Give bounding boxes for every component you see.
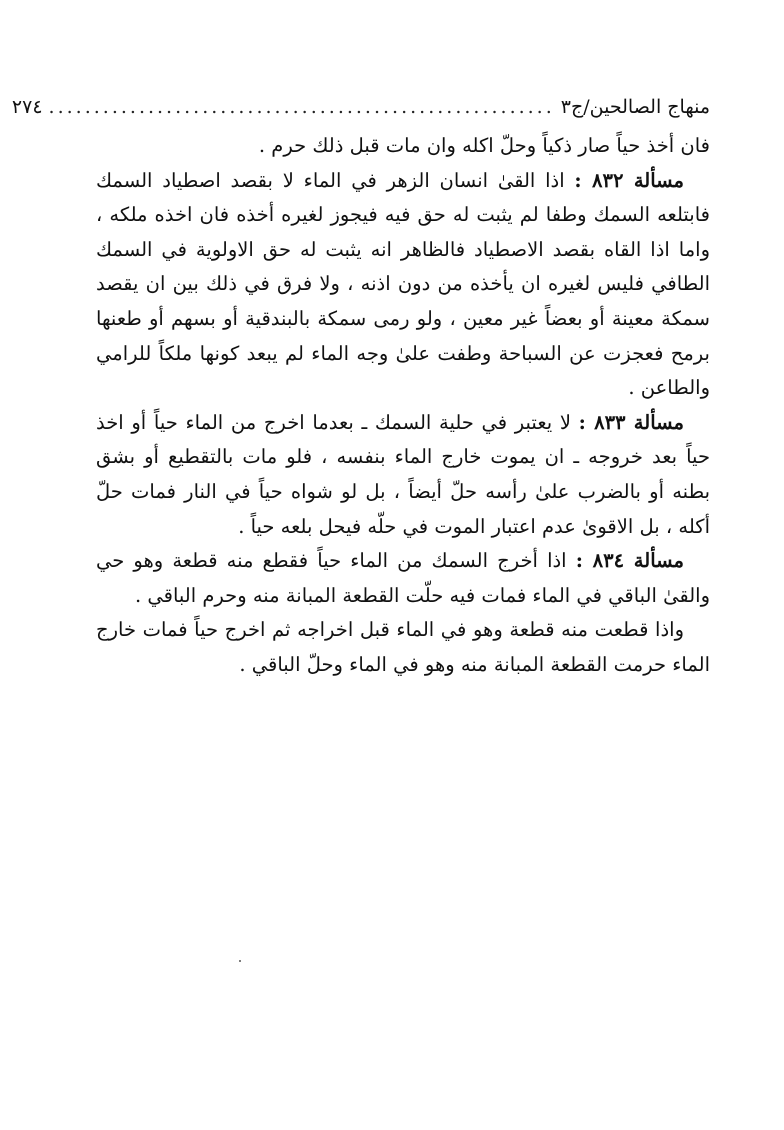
issue-832-text: اذا القىٰ انسان الزهر في الماء لا بقصد اصطياد السمك فابتلعه السمك وطفا لم يثبت له حق فيه فيجوز لغيره أخذه فان اخذه ملكه ، واما اذا القاه بقصد الاصطياد فالظاهر انه يثبت له حق الاولوية في السمك الطافي فليس لغيره ان يأخذه من دون اذنه ، ولا فرق في ذلك بين ان يقصد سمكة معينة أو بعضاً غير معين ، ولو رمى سمكة بالبندقية أو بسهم أو طعنها برمح فعجزت عن السباحة وطفت علىٰ وجه الماء لم يبعد كونها ملكاً للرامي والطاعن . [96, 168, 710, 400]
page-content [11, 92, 710, 683]
issue-832 [96, 164, 710, 406]
issue-834-label: مسألة ٨٣٤ : [575, 549, 684, 573]
running-header [11, 92, 710, 122]
page-number: ٢٧٤ [11, 96, 43, 118]
issue-833-text: لا يعتبر في حلية السمك ـ بعدما اخرج من الماء حياً أو اخذ حياً بعد خروجه ـ ان يموت خارج الماء بنفسه ، فلو مات بالتقطيع أو بشق بطنه أو بالضرب علىٰ رأسه حلّ أيضاً ، بل لو شواه حياً في النار فمات حلّ أكله ، بل الاقوىٰ عدم اعتبار الموت في حلّه فيحل بلعه حياً . [96, 410, 710, 538]
issue-834 [96, 544, 710, 613]
issue-834-text: اذا أخرج السمك من الماء حياً فقطع منه قطعة وهو حي والقىٰ الباقي في الماء فمات فيه حلّت القطعة المبانة منه وحرم الباقي . [96, 549, 710, 607]
scan-speck [239, 960, 241, 962]
issue-834-continuation: واذا قطعت منه قطعة وهو في الماء قبل اخراجه ثم اخرج حياً فمات خارج الماء حرمت القطعة المبانة منه وهو في الماء وحلّ الباقي . [96, 618, 710, 676]
issue-832-label: مسألة ٨٣٢ : [574, 168, 684, 192]
header-title: منهاج الصالحين/ج٣ [560, 96, 710, 118]
paragraph-continuation: فان أخذ حياً صار ذكياً وحلّ اكله وان مات قبل ذلك حرم . [258, 134, 710, 157]
issue-833 [96, 406, 710, 544]
header-leader-dots: ........................................................ [48, 96, 555, 118]
issue-833-label: مسألة ٨٣٣ : [578, 410, 684, 434]
